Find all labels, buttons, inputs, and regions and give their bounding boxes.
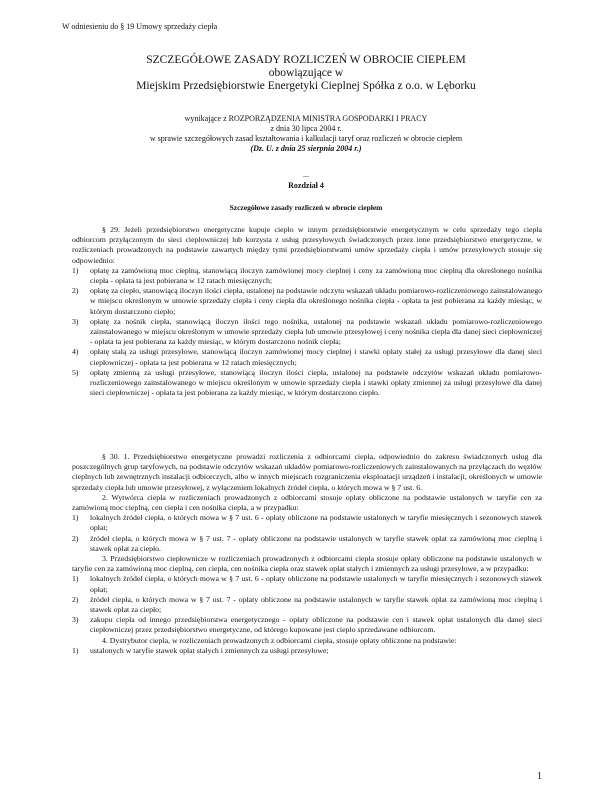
section-30-p2: 2. Wytwórca ciepła w rozliczeniach prowadzonych z odbiorcami stosuje opłaty obliczone na podstawie ustalonych w taryfie cen za zamówioną moc cieplną, cen ciepła i cen nośnika ciepła, a w przypadku: [72, 492, 542, 513]
section-30-p1: § 30. 1. Przedsiębiorstwo energetyczne prowadzi rozliczenia z odbiorcami ciepła, odpowiednio do zakresu świadczonych usług dla poszczególnych grup taryfowych, na podstawie odczytów wskazań układów pomiarowo-rozliczeniowych zainstalowanych na przyłączach do węzłów cieplnych lub zewnętrznych instalacji odbiorczych, albo w innych miejscach rozgraniczenia eksploatacji urządzeń i instalacji, określonych w umowie sprzedaży ciepła lub umowie przesyłowej, z wyłączeniem lokalnych źródeł ciepła, o których mowa w § 7 ust. 6. [72, 452, 542, 492]
title-line-2: obowiązujące w [268, 67, 344, 79]
list-item [72, 317, 542, 348]
list-text: lokalnych źródeł ciepła, o których mowa w § 7 ust. 6 - opłaty obliczone na podstawie ustalonych w taryfie miesięcznych i sezonowych stawek opłat; [90, 574, 542, 594]
list-number: 2) [72, 286, 79, 296]
list-item [72, 368, 542, 399]
list-item [72, 615, 542, 635]
list-text: opłatę za nośnik ciepła, stanowiącą iloczyn ilości tego nośnika, ustalonej na podstawie wskazań układu pomiarowo-rozliczeniowego zainstalowanego w miejscu określonym w umowie sprzedaży ciepła lub umowie przesyłowej i ceny nośnika ciepła dla danej sieci ciepłowniczej - opłata ta jest pobierana za każdy miesiąc, w którym dostarczono nośnik ciepła; [90, 316, 542, 347]
title-line-1: SZCZEGÓŁOWE ZASADY ROZLICZEŃ W OBROCIE CIEPŁEM [146, 54, 466, 66]
section-30-p3-list [72, 574, 542, 635]
header-note: W odniesieniu do § 19 Umowy sprzedaży ciepła [62, 22, 218, 31]
section-29-list [72, 266, 542, 399]
page-number: 1 [537, 771, 542, 782]
list-number: 5) [72, 367, 79, 377]
chapter-heading: Rozdział 4 [288, 181, 324, 190]
document-title [0, 54, 612, 93]
omission-mark: ... [303, 170, 309, 179]
chapter-subtitle: Szczegółowe zasady rozliczeń w obrocie ciepłem [229, 203, 383, 212]
section-29 [72, 225, 542, 398]
section-30-p4: 4. Dystrybutor ciepła, w rozliczeniach prowadzonych z odbiorcami ciepła, stosuje opłaty obliczone na podstawie: [102, 635, 457, 645]
list-number: 4) [72, 347, 79, 357]
source-line-1: wynikające z ROZPORZĄDZENIA MINISTRA GOSPODARKI I PRACY [184, 114, 428, 123]
source-line-3: w sprawie szczegółowych zasad kształtowania i kalkulacji taryf oraz rozliczeń w obrocie ciepłem [149, 134, 463, 143]
list-item [72, 347, 542, 367]
list-number: 1) [72, 265, 79, 275]
section-30-p4-list [72, 646, 542, 656]
list-text: zakupu ciepła od innego przedsiębiorstwa energetycznego - opłaty obliczone na podstawie cen i stawek opłat ustalonych dla danej sieci ciepłowniczej przez przedsiębiorstwo energetyczne, od którego kupowane jest ciepło sprzedawane odbiorcom. [90, 615, 542, 635]
source-citation: (Dz. U. z dnia 25 sierpnia 2004 r.) [250, 144, 362, 153]
list-number: 1) [72, 574, 79, 584]
list-text: lokalnych źródeł ciepła, o których mowa w § 7 ust. 6 - opłaty obliczone na podstawie ustalonych w taryfie miesięcznych i sezonowych stawek opłat; [90, 513, 542, 533]
list-text: opłatę zmienną za usługi przesyłowe, stanowiącą iloczyn ilości ciepła, ustalonej na podstawie odczytów wskazań układu pomiarowo-rozliczeniowego zainstalowanego w miejscu określonym w umowie sprzedaży ciepła i stawki opłaty zmiennej za usługi przesyłowe dla danej sieci ciepłowniczej - opłata ta jest pobierana za każdy miesiąc, w którym dostarczono ciepło. [90, 367, 542, 398]
list-item [72, 595, 542, 615]
list-item [72, 513, 542, 533]
list-text: opłatę stałą za usługi przesyłowe, stanowiącą iloczyn zamówionej mocy cieplnej i stawki opłaty stałej za usługi przesyłowe dla danej sieci ciepłowniczej - opłata ta jest pobierana w 12 ratach miesięcznych; [90, 347, 542, 367]
list-number: 3) [72, 615, 79, 625]
list-text: ustalonych w taryfie stawek opłat stałych i zmiennych za usługi przesyłowe; [90, 645, 329, 655]
list-item [72, 646, 542, 656]
source-line-2: z dnia 30 lipca 2004 r. [270, 124, 342, 133]
section-30-p3: 3. Przedsiębiorstwo ciepłownicze w rozliczeniach prowadzonych z odbiorcami ciepła stosuje opłaty obliczone na podstawie ustalonych w taryfie cen za zamówioną moc cieplną, cen ciepła, cen nośnika ciepła oraz stawek opłat stałych i zmiennych za usługi przesyłowe, a w przypadku: [72, 554, 542, 574]
list-item [72, 574, 542, 594]
list-number: 1) [72, 513, 79, 523]
list-item [72, 286, 542, 317]
list-text: źródeł ciepła, o których mowa w § 7 ust. 7 - opłaty obliczone na podstawie ustalonych w taryfie stawek opłat za zamówioną moc cieplną i stawek opłat za ciepło; [90, 594, 542, 615]
list-number: 2) [72, 594, 79, 604]
list-item [72, 266, 542, 286]
section-30 [72, 452, 542, 656]
list-text: opłatę za ciepło, stanowiącą iloczyn ilości ciepła, ustalonej na podstawie odczytu wskazań układu pomiarowo-rozliczeniowego zainstalowanego w miejscu określonym w umowie sprzedaży ciepła i ceny ciepła dla określonego nośnika ciepła - opłata ta jest pobierana za każdy miesiąc, w którym dostarczono ciepło; [90, 286, 542, 316]
list-number: 3) [72, 316, 79, 326]
section-30-p2-list [72, 513, 542, 554]
section-29-intro: § 29. Jeżeli przedsiębiorstwo energetyczne kupuje ciepło w innym przedsiębiorstwie energetycznym w celu sprzedaży tego ciepła odbiorcom przyłączonym do sieci ciepłowniczej lub korzysta z usług przesyłowych świadczonych przez inne przedsiębiorstwo energetyczne, w rozliczeniach prowadzonych na podstawie zawartych między tymi przedsiębiorstwami umów sprzedaży ciepła i umów przesyłowych stosuje się odpowiednio: [72, 225, 542, 265]
title-line-3: Miejskim Przedsiębiorstwie Energetyki Cieplnej Spółka z o.o. w Lęborku [136, 80, 476, 92]
list-number: 2) [72, 533, 79, 543]
list-text: źródeł ciepła, o których mowa w § 7 ust. 7 - opłaty obliczone na podstawie ustalonych w taryfie stawek opłat za zamówioną moc cieplną i stawek opłat za ciepło. [90, 533, 542, 553]
list-text: opłatę za zamówioną moc cieplną, stanowiącą iloczyn zamówionej mocy cieplnej i ceny za zamówioną moc cieplną dla określonego nośnika ciepła - opłata ta jest pobierana w 12 ratach miesięcznych; [90, 265, 542, 286]
list-item [72, 534, 542, 554]
list-number: 1) [72, 645, 79, 655]
